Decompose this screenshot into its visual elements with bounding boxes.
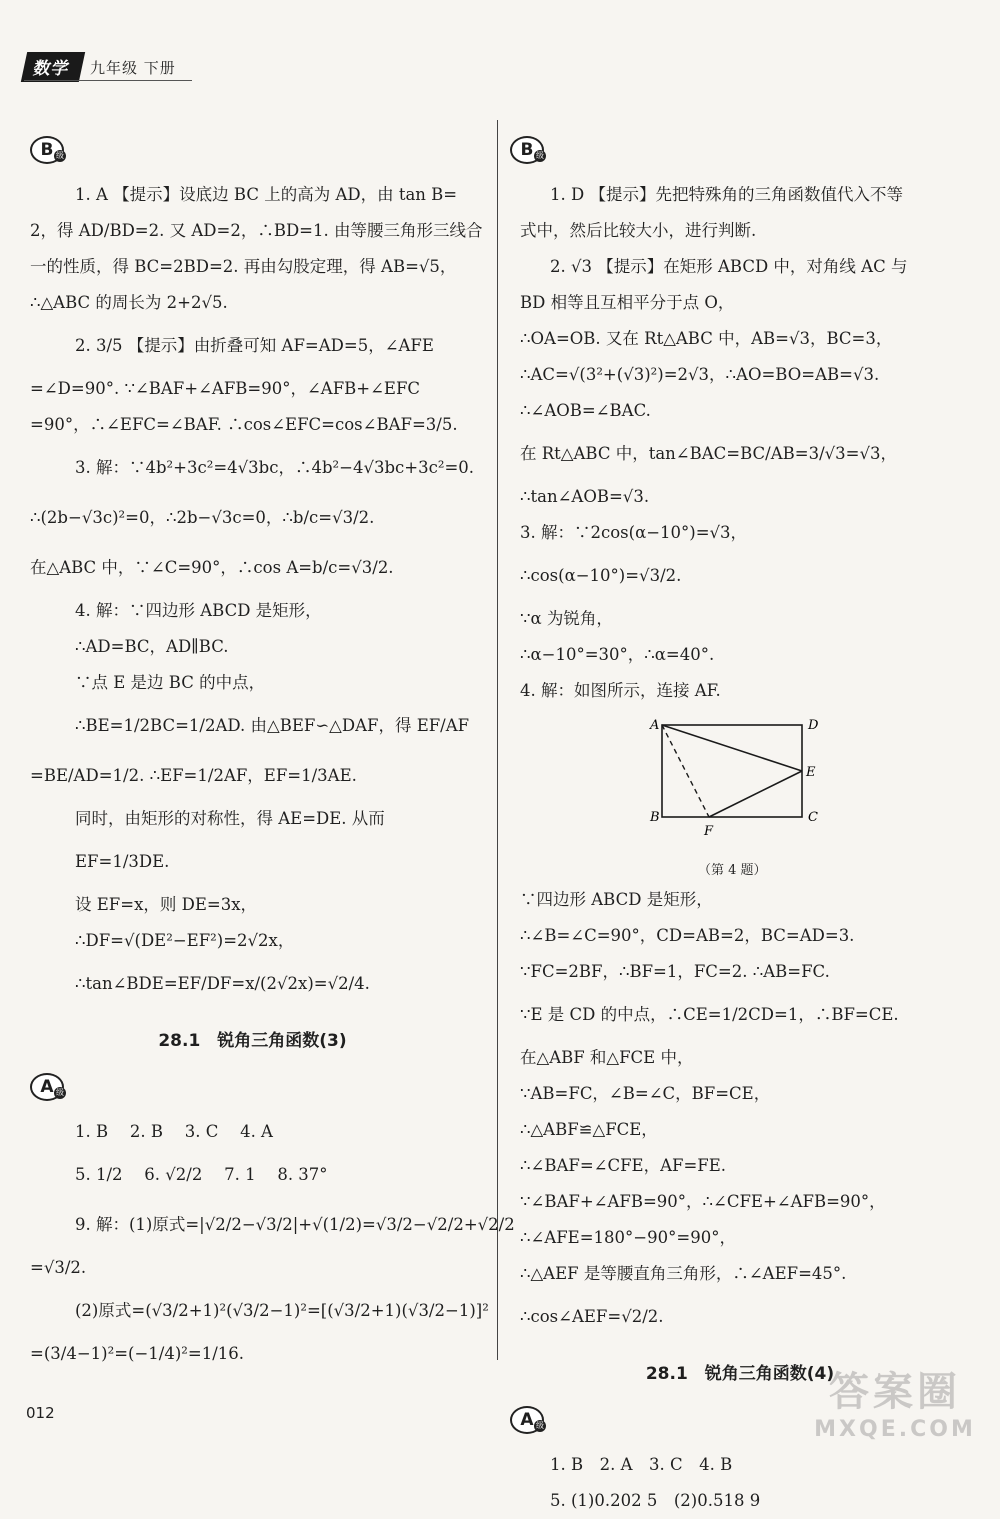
answer-line: 1. B 2. A 3. C 4. B [550,1455,733,1474]
answer-line: 9. 解：(1)原式=|√2/2−√3/2|+√(1/2)=√3/2−√2/2+√2/2 [75,1215,515,1234]
label-e: E [806,765,816,780]
answer-line: ∴AC=√(3²+(√3)²)=2√3，∴AO=BO=AB=√3. [520,365,880,384]
answer-line: 5. (1)0.202 5 (2)0.518 9 [550,1491,761,1510]
answer-line: 1. A 【提示】设底边 BC 上的高为 AD，由 tan B= [75,185,458,204]
answer-line: ∴cos(α−10°)=√3/2. [520,566,682,585]
answer-line: 2. √3 【提示】在矩形 ABCD 中，对角线 AC 与 [550,257,908,276]
segment-fe [709,771,802,817]
header-rule [24,80,192,81]
answer-line: ∴α−10°=30°，∴α=40°. [520,645,715,664]
level-b-badge [30,136,66,162]
rectangle-diagram [648,717,848,847]
answer-line: ∵∠BAF+∠AFB=90°，∴∠CFE+∠AFB=90°， [520,1192,886,1211]
level-dot-icon: 级 [536,1421,544,1430]
answer-line: =√3/2. [30,1258,87,1277]
answer-line: ∴∠AOB=∠BAC. [520,401,651,420]
grade-label: 九年级 下册 [90,58,176,77]
rect-abcd [662,725,802,817]
label-c: C [808,810,818,825]
answer-line: ∴△ABF≌△FCE， [520,1120,658,1139]
level-b-badge [510,136,546,162]
answer-line: 同时，由矩形的对称性，得 AE=DE. 从而 [75,809,385,828]
level-dot-icon: 级 [536,151,544,160]
answer-line: ∵E 是 CD 的中点，∴CE=1/2CD=1，∴BF=CE. [520,1005,899,1024]
answer-line: ∴(2b−√3c)²=0，∴2b−√3c=0，∴b/c=√3/2. [30,508,375,527]
answer-line: ∴cos∠AEF=√2/2. [520,1307,664,1326]
answer-line: EF=1/3DE. [75,852,170,871]
level-dot-icon: 级 [56,1088,64,1097]
segment-ae [662,725,802,771]
answer-line: ∴AD=BC，AD∥BC. [75,637,229,656]
answer-line: 1. D 【提示】先把特殊角的三角函数值代入不等 [550,185,903,204]
subject-badge: 数学 [21,52,85,82]
answer-line: 式中，然后比较大小，进行判断. [520,221,757,240]
label-f: F [704,824,714,839]
answer-line: ∴BE=1/2BC=1/2AD. 由△BEF∽△DAF，得 EF/AF [75,716,470,735]
answer-line: =∠D=90°. ∵∠BAF+∠AFB=90°，∠AFB+∠EFC [30,379,421,398]
section-title-3: 28.1 锐角三角函数(3) [158,1031,347,1051]
section-title-4: 28.1 锐角三角函数(4) [645,1364,835,1384]
answer-line: ∵四边形 ABCD 是矩形， [520,890,713,909]
watermark-url: MXQE.COM [814,1417,976,1442]
answer-line: =90°，∴∠EFC=∠BAF. ∴cos∠EFC=cos∠BAF=3/5. [30,415,458,434]
watermark-text: 答案圈 [829,1369,961,1415]
left-column [30,132,515,1372]
label-a: A [650,718,660,733]
level-b-icon: B [30,136,64,164]
level-b-icon: B [510,136,544,164]
answer-line: ∴tan∠BDE=EF/DF=x/(2√2x)=√2/4. [75,974,370,993]
answer-line: 2，得 AD/BD=2. 又 AD=2，∴BD=1. 由等腰三角形三线合 [30,221,483,240]
answer-line: ∴△ABC 的周长为 2+2√5. [30,293,228,312]
answer-line: ∵FC=2BF，∴BF=1，FC=2. ∴AB=FC. [520,962,830,981]
answer-line: 1. B 2. B 3. C 4. A [75,1122,273,1141]
answer-line: =(3/4−1)²=(−1/4)²=1/16. [30,1344,245,1363]
right-column [520,132,960,1519]
answer-line: 2. 3/5 【提示】由折叠可知 AF=AD=5，∠AFE [75,336,434,355]
answer-line: ∴∠AFE=180°−90°=90°， [520,1228,736,1247]
answer-line: BD 相等且互相平分于点 O， [520,293,735,312]
answer-line: 5. 1/2 6. √2/2 7. 1 8. 37° [75,1165,328,1184]
running-header [24,52,176,82]
answer-line: 4. 解：如图所示，连接 AF. [520,681,721,700]
level-a-badge [510,1406,546,1432]
answer-line: 在 Rt△ABC 中，tan∠BAC=BC/AB=3/√3=√3， [520,444,898,463]
answer-line: ∴tan∠AOB=√3. [520,487,650,506]
answer-line: ∴DF=√(DE²−EF²)=2√2x， [75,931,295,950]
column-divider [497,120,498,1360]
label-d: D [808,718,819,733]
level-dot-icon: 级 [56,151,64,160]
figure-caption: （第 4 题） [698,863,767,878]
answer-line: 在△ABF 和△FCE 中， [520,1048,694,1067]
answer-line: 一的性质，得 BC=2BD=2. 再由勾股定理，得 AB=√5， [30,257,457,276]
answer-line: =BE/AD=1/2. ∴EF=1/2AF，EF=1/3AE. [30,766,357,785]
answer-line: (2)原式=(√3/2+1)²(√3/2−1)²=[(√3/2+1)(√3/2−1)]² [75,1301,489,1320]
level-a-icon: A [510,1406,544,1434]
label-b: B [650,810,660,825]
answer-line: ∴∠BAF=∠CFE，AF=FE. [520,1156,727,1175]
answer-line: ∵点 E 是边 BC 的中点， [75,673,266,692]
watermark-logo [800,1360,990,1460]
answer-line: 4. 解：∵四边形 ABCD 是矩形， [75,601,322,620]
page-number: 012 [26,1404,55,1422]
answer-line: 设 EF=x，则 DE=3x， [75,895,258,914]
level-a-badge [30,1073,66,1099]
answer-line: 在△ABC 中，∵∠C=90°，∴cos A=b/c=√3/2. [30,558,394,577]
answer-line: ∵α 为锐角， [520,609,613,628]
answer-line: 3. 解：∵2cos(α−10°)=√3， [520,523,748,542]
answer-line: ∴OA=OB. 又在 Rt△ABC 中，AB=√3，BC=3， [520,329,893,348]
answer-line: 3. 解：∵4b²+3c²=4√3bc，∴4b²−4√3bc+3c²=0. [75,458,475,477]
answer-line: ∴△AEF 是等腰直角三角形，∴∠AEF=45°. [520,1264,847,1283]
answer-line: ∵AB=FC，∠B=∠C，BF=CE， [520,1084,771,1103]
level-a-icon: A [30,1073,64,1101]
answer-line: ∴∠B=∠C=90°，CD=AB=2，BC=AD=3. [520,926,855,945]
